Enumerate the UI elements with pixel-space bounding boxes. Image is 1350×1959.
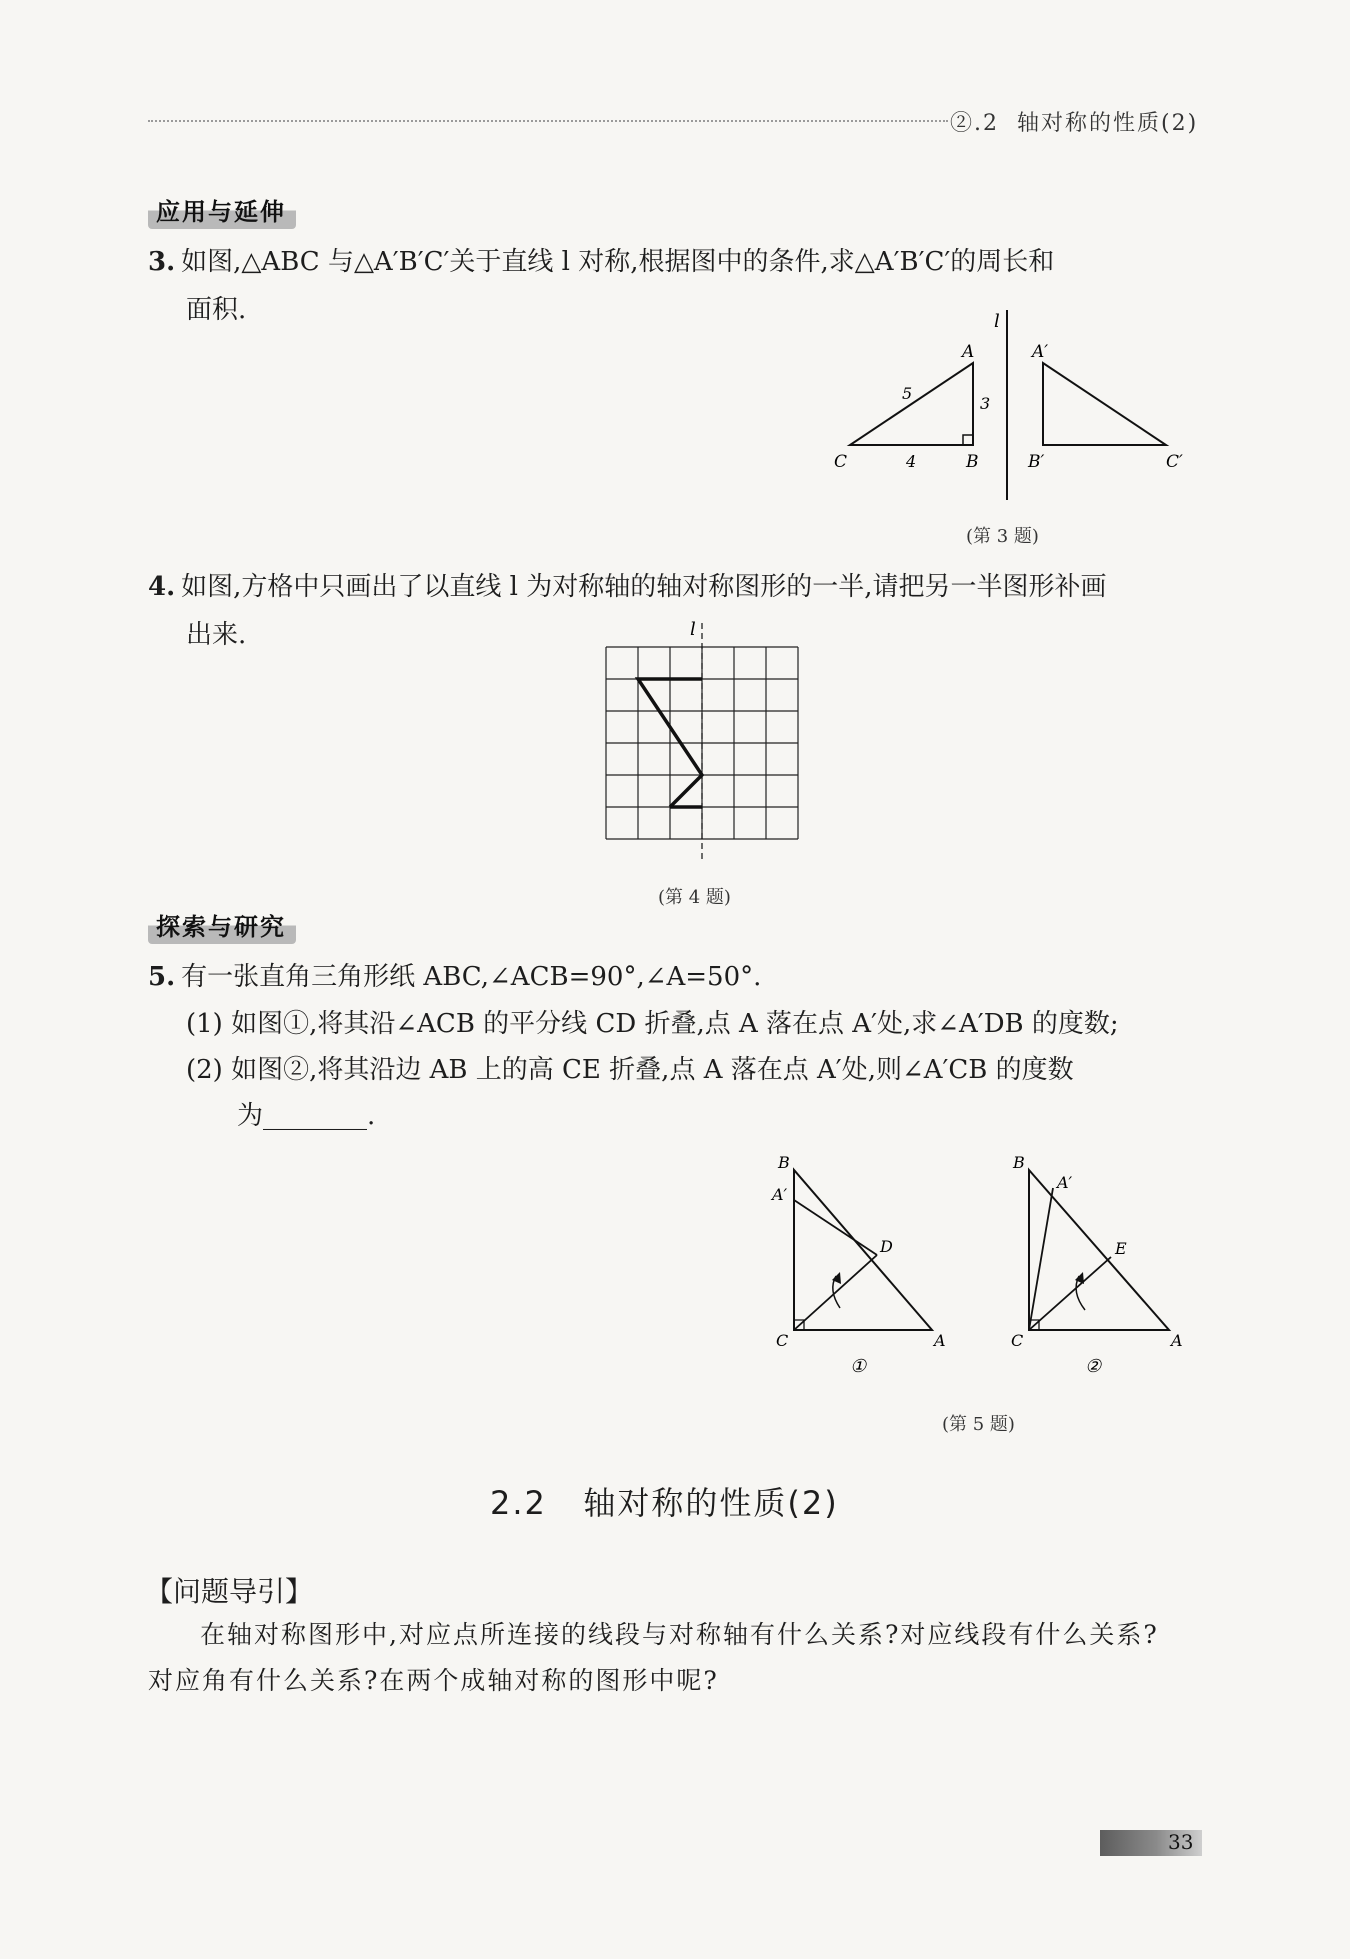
q5-fig2-label-e: E bbox=[1115, 1239, 1127, 1258]
q4-axis-label: l bbox=[690, 619, 696, 640]
q5-part2: (2) 如图②,将其沿边 AB 上的高 CE 折叠,点 A 落在点 A′处,则∠A′CB 的度数 bbox=[186, 1055, 1074, 1085]
q5-fig1-label-c: C bbox=[776, 1331, 789, 1350]
q5-fig1-label-a1: A′ bbox=[772, 1185, 788, 1204]
header-section-marker: ②.2 bbox=[950, 111, 999, 136]
section-title bbox=[490, 1478, 839, 1524]
q3-right-angle-mark bbox=[963, 435, 973, 445]
q3-label-c1: C′ bbox=[1166, 452, 1183, 472]
q3-side-3: 3 bbox=[980, 394, 991, 413]
q3-triangle-abc bbox=[850, 363, 973, 445]
page-number: 33 bbox=[1168, 1830, 1194, 1854]
q5-fig2-mark: ② bbox=[1085, 1356, 1102, 1377]
q5-fig1-label-d: D bbox=[880, 1237, 893, 1256]
q5-fig2-triangle bbox=[1029, 1170, 1169, 1330]
section-badge-explore: 探索与研究 bbox=[148, 903, 296, 944]
q5-fig1-triangle bbox=[794, 1170, 932, 1330]
q5-fig1-fold-a1d bbox=[794, 1200, 877, 1255]
q5-caption: (第 5 题) bbox=[942, 1414, 1015, 1435]
q3-number: 3. bbox=[148, 247, 176, 277]
q5-part1: (1) 如图①,将其沿∠ACB 的平分线 CD 折叠,点 A 落在点 A′处,求∠A′DB 的度数; bbox=[186, 1009, 1119, 1039]
header-dotted-rule bbox=[148, 120, 948, 122]
running-header bbox=[950, 106, 1198, 137]
q3-label-a1: A′ bbox=[1032, 342, 1049, 362]
q5-fig1-label-a: A bbox=[934, 1331, 946, 1350]
guide-body bbox=[148, 1612, 1208, 1704]
q3-text-line2: 面积. bbox=[186, 295, 247, 325]
q5-figure-1 bbox=[770, 1150, 960, 1380]
q4-text-line1: 如图,方格中只画出了以直线 l 为对称轴的轴对称图形的一半,请把另一半图形补画 bbox=[181, 572, 1107, 602]
q5-fig1-label-b: B bbox=[778, 1153, 790, 1172]
q3-side-5: 5 bbox=[902, 384, 913, 403]
guide-line2: 对应角有什么关系?在两个成轴对称的图形中呢? bbox=[148, 1666, 719, 1695]
q5-fig2-label-a1: A′ bbox=[1057, 1173, 1073, 1192]
q4-text-line2: 出来. bbox=[186, 620, 247, 650]
q3-caption: (第 3 题) bbox=[966, 526, 1039, 547]
q3-text-line1: 如图,△ABC 与△A′B′C′关于直线 l 对称,根据图中的条件,求△A′B′C′的周长和 bbox=[181, 247, 1055, 277]
section-title-name: 轴对称的性质(2) bbox=[583, 1484, 839, 1522]
q5-fig2-label-c: C bbox=[1011, 1331, 1024, 1350]
header-title: 轴对称的性质(2) bbox=[1017, 111, 1199, 136]
section-title-number: 2.2 bbox=[490, 1484, 547, 1522]
q3-figure bbox=[830, 305, 1210, 505]
q4-caption: (第 4 题) bbox=[658, 887, 731, 908]
q3-triangle-a1b1c1 bbox=[1043, 363, 1166, 445]
q5-number: 5. bbox=[148, 962, 176, 992]
q5-fig2-altitude-ce bbox=[1029, 1257, 1111, 1330]
q3-side-4: 4 bbox=[906, 452, 917, 471]
q5-fig2-fold-ca1 bbox=[1029, 1188, 1053, 1330]
q3-label-b: B bbox=[966, 452, 979, 472]
q3-label-a: A bbox=[962, 342, 975, 362]
guide-line1: 在轴对称图形中,对应点所连接的线段与对称轴有什么关系?对应线段有什么关系? bbox=[200, 1620, 1159, 1649]
q4-grid-figure bbox=[600, 615, 810, 865]
q5-fig2-label-b: B bbox=[1013, 1153, 1025, 1172]
q3-line1 bbox=[148, 242, 1054, 282]
q3-label-b1: B′ bbox=[1028, 452, 1045, 472]
q3-label-c: C bbox=[834, 452, 848, 472]
q5-fig1-mark: ① bbox=[850, 1356, 867, 1377]
q5-figure-2 bbox=[1005, 1150, 1205, 1380]
q3-axis-label: l bbox=[994, 311, 1000, 332]
q5-fig2-label-a: A bbox=[1171, 1331, 1183, 1350]
q5-part2-continued: 为________. bbox=[237, 1101, 376, 1131]
q5-line1 bbox=[148, 957, 761, 997]
q4-number: 4. bbox=[148, 572, 176, 602]
q5-fig1-fold-cd bbox=[794, 1255, 877, 1330]
section-badge-apply: 应用与延伸 bbox=[148, 188, 296, 229]
q4-line1 bbox=[148, 567, 1107, 607]
q5-text-line1: 有一张直角三角形纸 ABC,∠ACB=90°,∠A=50°. bbox=[181, 962, 762, 992]
guide-heading: 【问题导引】 bbox=[145, 1575, 314, 1608]
